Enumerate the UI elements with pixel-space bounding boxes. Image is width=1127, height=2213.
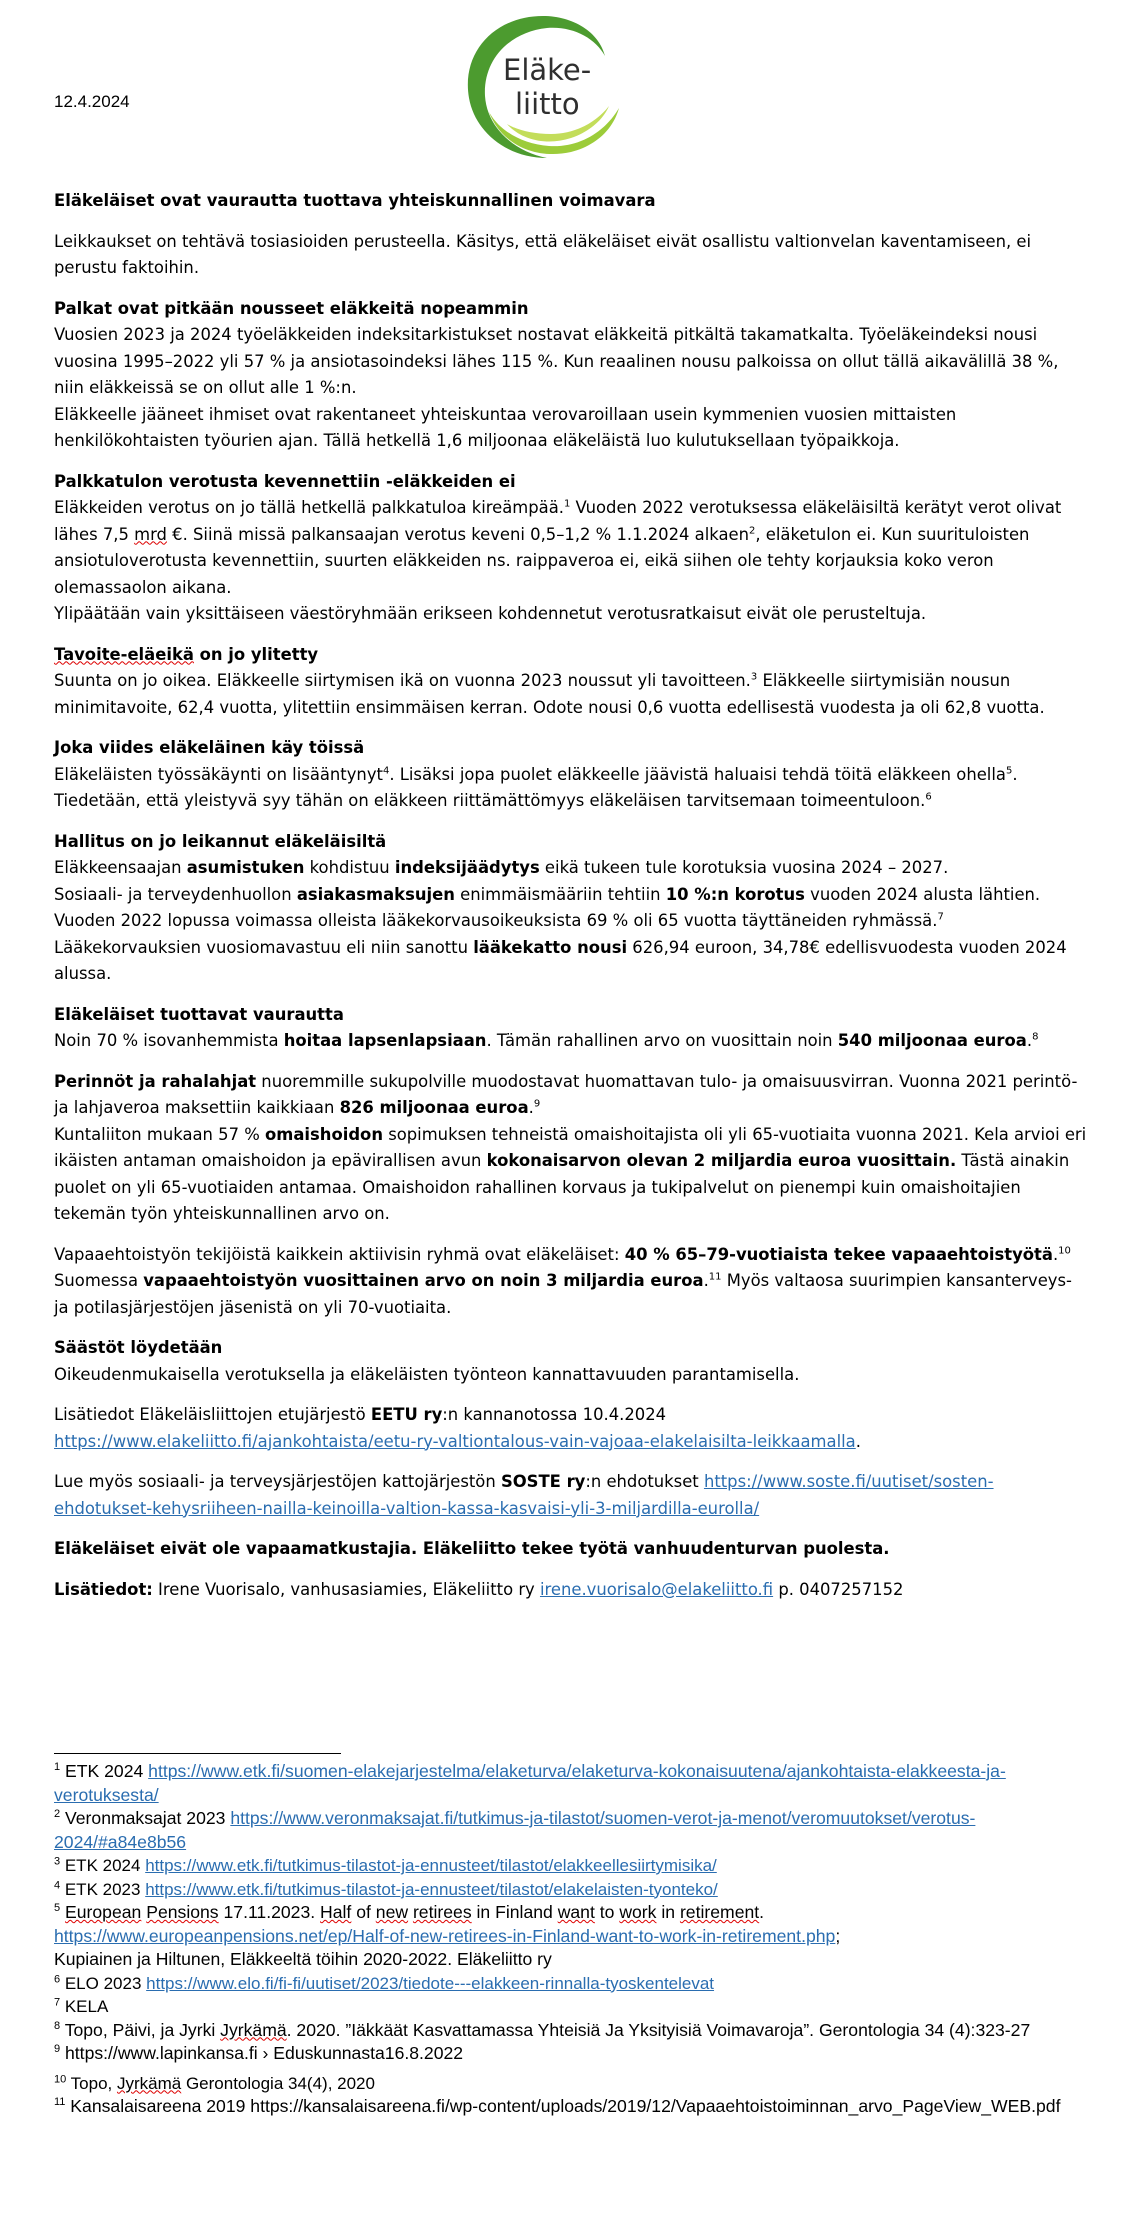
footnote-ref[interactable]: 7 (937, 911, 944, 923)
section-working-pensioners: Joka viides eläkeläinen käy töissä Eläkeläisten työssäkäynti on lisääntynyt$^4$. Lisäksi jopa puolet eläkkeelle jäävistä haluaisi tehdä töitä eläkkeen ohella$^5$. Tiedetään, että yleistyvä syy tähän on eläkkeen riittämättömyys eläkeläisen tarvitsemaan toimeentuloon.$^6$ (54, 738, 1018, 810)
logo-text-line1: Eläke- (503, 53, 592, 87)
section-heading: Tavoite-eläeikä on jo ylitetty (54, 644, 319, 664)
section-heading: Hallitus on jo leikannut eläkeläisiltä (54, 831, 387, 851)
footnote-divider (54, 1753, 341, 1754)
contact-info: Lisätiedot: Irene Vuorisalo, vanhusasiamies, Eläkeliitto ry irene.vuorisalo@elakeliitto.fi p. 0407257152 (54, 1579, 904, 1599)
section-volunteering: Vapaaehtoistyön tekijöistä kaikkein aktiivisin ryhmä ovat eläkeläiset: 40 % 65–79-vuotiaista tekee vapaaehtoistyötä.$^{10}$ Suomessa vapaaehtoistyön vuosittainen arvo on noin 3 miljardia euroa.$^{11}$ Myös valtaosa suurimpien kansanterveys- ja potilasjärjestöjen jäsenistä on yli 70-vuotiaita. (54, 1244, 1072, 1317)
footnote-ref[interactable]: 6 (925, 791, 932, 803)
footnote-link[interactable]: https://www.elo.fi/fi-fi/uutiset/2023/tiedote---elakkeen-rinnalla-tyoskentelevat (146, 1973, 715, 1993)
footnote-link[interactable]: https://www.etk.fi/tutkimus-tilastot-ja-ennusteet/tilastot/elakelaisten-tyonteko/ (145, 1879, 718, 1899)
footnote-ref[interactable]: 8 (1032, 1031, 1039, 1043)
footnote-1: $^1$ ETK 2024 https://www.etk.fi/suomen-elakejarjestelma/elaketurva/elaketurva-kokonaisuutena/ajankohtaista-elakkeesta-ja-verotuksesta/ (54, 1761, 1006, 1805)
footnote-9: $^9$ https://www.lapinkansa.fi › Eduskunnasta16.8.2022 (54, 2043, 464, 2063)
more-info-eetu: Lisätiedot Eläkeläisliittojen etujärjestö EETU ry:n kannanotossa 10.4.2024 https://www.elakeliitto.fi/ajankohtaista/eetu-ry-valtiontalous-vain-vajoaa-elakelaisilta-leikkaamalla. (54, 1405, 861, 1451)
section-taxation: Palkkatulon verotusta kevennettiin -eläkkeiden ei Eläkkeiden verotus on jo tällä hetkellä palkkatuloa kireämpää.$^1$ Vuoden 2022 verotuksessa eläkeläisiltä kerätyt verot olivat lähes 7,5 mrd €. Siinä missä palkansaajan verotus keveni 0,5–1,2 % 1.1.2024 alkaen$^2$, eläketulon ei. Kun suurituloisten ansiotuloverotusta kevennettiin, suurten eläkkeiden ns. raippaveroa ei, eikä siihen ole tehty korjauksia koko veron olemassaolon aikana. Ylipäätään vain yksittäiseen väestöryhmään erikseen kohdennetut verotusratkaisut eivät ole perusteltuja. (54, 471, 1062, 623)
section-wealth: Eläkeläiset tuottavat vaurautta Noin 70 % isovanhemmista hoitaa lapsenlapsiaan. Tämän rahallinen arvo on vuosittain noin 540 miljoonaa euroa.$^8$ (54, 1004, 1039, 1050)
contact-email-link[interactable]: irene.vuorisalo@elakeliitto.fi (539, 1579, 774, 1599)
footnote-ref[interactable]: 10 (1058, 1245, 1071, 1257)
footnote-10: $^{10}$ Topo, Jyrkämä Gerontologia 34(4), 2020 (54, 2072, 375, 2093)
footnote-ref[interactable]: 1 (563, 498, 571, 510)
footnote-link[interactable]: https://www.europeanpensions.net/ep/Half-of-new-retirees-in-Finland-want-to-work-in-retirement.php (54, 1925, 836, 1946)
elakeliitto-logo (455, 12, 625, 164)
footnote-5: $^5$ European Pensions 17.11.2023. Half of new retirees in Finland want to work in retirement. https://www.europeanpensions.net/ep/Half-of-new-retirees-in-Finland-want-to-work-in-retirement.php; Kupiainen ja Hiltunen, Eläkkeeltä töihin 2020-2022. Eläkeliitto ry (54, 1902, 841, 1969)
section-heading: Eläkeläiset tuottavat vaurautta (54, 1004, 344, 1024)
footnote-ref[interactable]: 2 (749, 525, 756, 537)
footnote-3: $^3$ ETK 2024 https://www.etk.fi/tutkimus-tilastot-ja-ennusteet/tilastot/elakkeellesiirtymisika/ (54, 1855, 717, 1875)
intro-paragraph: Leikkaukset on tehtävä tosiasioiden perusteella. Käsitys, että eläkeläiset eivät osallistu valtionvelan kaventamiseen, ei perustu faktoihin. (54, 231, 1032, 277)
footnote-ref[interactable]: 9 (533, 1098, 541, 1110)
section-heading: Säästöt löydetään (54, 1338, 223, 1357)
footnote-ref[interactable]: 11 (708, 1271, 722, 1283)
section-retirement-age: Tavoite-eläeikä on jo ylitetty Suunta on jo oikea. Eläkkeelle siirtymisen ikä on vuonna 2023 noussut yli tavoitteen.$^3$ Eläkkeelle siirtymisiän nousun minimitavoite, 62,4 vuotta, ylitettiin ensimmäisen kerran. Odote nousi 0,6 vuotta edellisestä vuodesta ja oli 62,8 vuotta. (54, 644, 1045, 717)
section-savings: Säästöt löydetään Oikeudenmukaisella verotuksella ja eläkeläisten työnteon kannattavuuden parantamisella. (54, 1338, 800, 1384)
footnote-link[interactable]: https://www.etk.fi/suomen-elakejarjestelma/elaketurva/elaketurva-kokonaisuutena/ajankohtaista-elakkeesta-ja-verotuksesta/ (54, 1761, 1006, 1805)
footnote-7: $^7$ KELA (54, 1996, 109, 2016)
footnote-11: $^{11}$ Kansalaisareena 2019 https://kansalaisareena.fi/wp-content/uploads/2019/12/Vapaaehtoistoiminnan_arvo_PageView_WEB.pdf (54, 2096, 1061, 2116)
footnote-6: $^6$ ELO 2023 https://www.elo.fi/fi-fi/uutiset/2023/tiedote---elakkeen-rinnalla-tyoskentelevat (54, 1972, 715, 1993)
section-government-cuts: Hallitus on jo leikannut eläkeläisiltä Eläkkeensaajan asumistuken kohdistuu indeksijäädytys eikä tukeen tule korotuksia vuosina 2024 – 2027. Sosiaali- ja terveydenhuollon asiakasmaksujen enimmäismääriin tehtiin 10 %:n korotus vuoden 2024 alusta lähtien. Vuoden 2022 lopussa voimassa olleista lääkekorvausoikeuksista 69 % oli 65 vuotta täyttäneiden ryhmässä.$^7$ Lääkekorvauksien vuosiomavastuu eli niin sanottu lääkekatto nousi 626,94 euroon, 34,78€ edellisvuodesta vuoden 2024 alussa. (54, 831, 1067, 983)
more-info-soste: Lue myös sosiaali- ja terveysjärjestöjen kattojärjestön SOSTE ry:n ehdotukset https://www.soste.fi/uutiset/sosten-ehdotukset-kehysriiheen-nailla-keinoilla-valtion-kassa-kasvaisi-yli-3-miljardilla-eurolla/ (54, 1472, 994, 1518)
document-body (54, 188, 1089, 1617)
footnote-ref[interactable]: 3 (750, 671, 758, 683)
section-heading: Joka viides eläkeläinen käy töissä (54, 738, 365, 757)
document-date: 12.4.2024 (54, 92, 130, 111)
document-title: Eläkeläiset ovat vaurautta tuottava yhteiskunnallinen voimavara (54, 191, 656, 210)
footnote-ref[interactable]: 5 (1005, 765, 1013, 777)
footnote-2: $^2$ Veronmaksajat 2023 https://www.veronmaksajat.fi/tutkimus-ja-tilastot/suomen-verot-ja-menot/veromuutokset/verotus-2024/#a84e8b56 (54, 1808, 976, 1852)
footnote-link[interactable]: https://www.veronmaksajat.fi/tutkimus-ja-tilastot/suomen-verot-ja-menot/veromuutokset/verotus-2024/#a84e8b56 (54, 1808, 976, 1852)
section-heading: Palkkatulon verotusta kevennettiin -eläkkeiden ei (54, 471, 516, 491)
footnote-ref[interactable]: 4 (382, 765, 390, 777)
logo-text-line2: liitto (515, 87, 580, 121)
footnote-link[interactable]: https://www.etk.fi/tutkimus-tilastot-ja-ennusteet/tilastot/elakkeellesiirtymisika/ (145, 1856, 717, 1875)
footnote-4: $^4$ ETK 2023 https://www.etk.fi/tutkimus-tilastot-ja-ennusteet/tilastot/elakelaisten-tyonteko/ (54, 1878, 718, 1899)
section-wages: Palkat ovat pitkään nousseet eläkkeitä nopeammin Vuosien 2023 ja 2024 työeläkkeiden indeksitarkistukset nostavat eläkkeitä pitkältä takamatkalta. Työeläkeindeksi nousi vuosina 1995–2022 yli 57 % ja ansiotasoindeksi lähes 115 %. Kun reaalinen nousu palkoissa on ollut tällä aikavälillä 38 %, niin eläkkeissä se on ollut alle 1 %:n. Eläkkeelle jääneet ihmiset ovat rakentaneet yhteiskuntaa verovaroillaan usein kymmenien vuosien mittaisten henkilökohtaisten työurien ajan. Tällä hetkellä 1,6 miljoonaa eläkeläistä luo kulutuksellaan työpaikkoja. (54, 298, 1059, 450)
footnote-8: $^8$ Topo, Päivi, ja Jyrki Jyrkämä. 2020. ”Iäkkäät Kasvattamassa Yhteisiä Ja Yksityisiä Voimavaroja”. Gerontologia 34 (4):323-27 (54, 2019, 1031, 2040)
section-heading: Palkat ovat pitkään nousseet eläkkeitä nopeammin (54, 298, 529, 318)
soste-link[interactable]: https://www.soste.fi/uutiset/sosten-ehdotukset-kehysriiheen-nailla-keinoilla-valtion-kassa-kasvaisi-yli-3-miljardilla-eurolla/ (54, 1472, 994, 1518)
logo-graphic (455, 12, 625, 164)
footnotes (54, 1760, 1094, 2119)
closing-statement: Eläkeläiset eivät ole vapaamatkustajia. Eläkeliitto tekee työtä vanhuudenturvan puolesta. (54, 1539, 890, 1558)
section-inheritance: Perinnöt ja rahalahjat nuoremmille sukupolville muodostavat huomattavan tulo- ja omaisuusvirran. Vuonna 2021 perintö- ja lahjaveroa maksettiin kaikkiaan 826 miljoonaa euroa.$^9$ Kuntaliiton mukaan 57 % omaishoidon sopimuksen tehneistä omaishoitajista oli yli 65-vuotiaita vuonna 2021. Kela arvioi eri ikäisten antaman omaishoidon ja epävirallisen avun kokonaisarvon olevan 2 miljardia euroa vuosittain. Tästä ainakin puolet on yli 65-vuotiaiden antamaa. Omaishoidon rahallinen korvaus ja tukipalvelut on pienempi kuin omaishoitajien tekemän työn yhteiskunnallinen arvo on. (54, 1071, 1087, 1223)
eetu-link[interactable]: https://www.elakeliitto.fi/ajankohtaista/eetu-ry-valtiontalous-vain-vajoaa-elakelaisilta-leikkaamalla (54, 1431, 856, 1451)
